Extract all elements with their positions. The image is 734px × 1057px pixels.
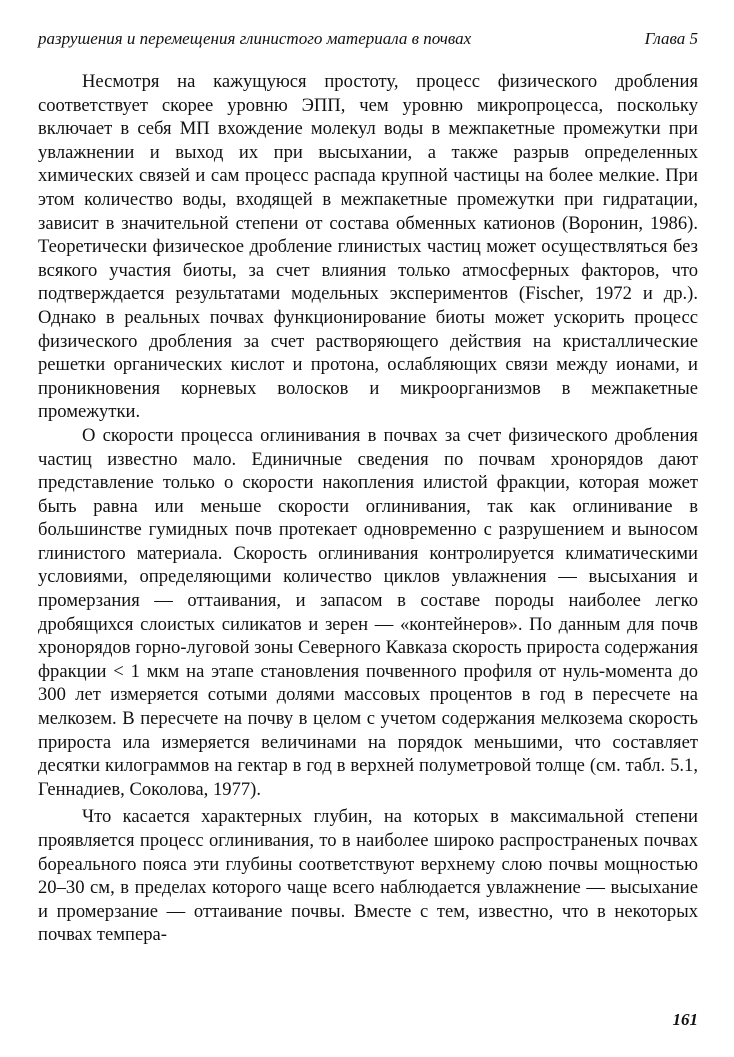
paragraph: О скорости процесса оглинивания в почвах за счет физического дробления частиц известно мало. Единичные сведения по почвам хронорядов дают представление только о скорости накопления илистой фракции, которая может быть равна или меньше скорости оглинивания, так как оглинивание в большинстве гумидных почв протекает одновременно с разрушением и выносом глинистого материала. Скорость оглинивания контролируется климатическими условиями, определяющими количество циклов увлажнения — высыхания и промерзания — оттаивания, и запасом в составе породы наиболее легко дробящихся слоистых силикатов и зерен — «контейнеров». По данным для почв хронорядов горно-луговой зоны Северного Кавказа скорость прироста содержания фракции < 1 мкм на этапе становления почвенного профиля от нуль-момента до 300 лет измеряется сотыми долями массовых процентов в год в пересчете на мелкозем. В пересчете на почву в целом с учетом содержания мелкозема скорость прироста ила измеряется величинами на порядок меньшими, что составляет десятки килограммов на гектар в год в верхней полуметровой толще (см. табл. 5.1, Геннадиев, Соколова, 1977). (38, 424, 698, 800)
page-number: 161 (672, 1010, 698, 1029)
running-head (38, 28, 698, 50)
paragraph: Несмотря на кажущуюся простоту, процесс физического дробления соответствует скорее уровню ЭПП, чем уровню микропроцесса, поскольку включает в себя МП вхождение молекул воды в межпакетные промежутки при увлажнении и выход их при высыхании, а также разрыв определенных химических связей и сам процесс распада крупной частицы на более мелкие. При этом количество воды, входящей в межпакетные промежутки при гидратации, зависит в значительной степени от состава обменных катионов (Воронин, 1986). Теоретически физическое дробление глинистых частиц может осуществляться без всякого участия биоты, за счет влияния только атмосферных факторов, что подтверждается результатами модельных экспериментов (Fischer, 1972 и др.). Однако в реальных почвах функционирование биоты может ускорить процесс физического дробления за счет растворяющего действия на кристаллические решетки органических кислот и протона, ослабляющих связи между ионами, и проникновения корневых волосков и микроорганизмов в межпакетные промежутки. (38, 71, 698, 423)
chapter-label: Глава 5 (644, 29, 698, 48)
body-text (38, 70, 698, 947)
running-head-title: разрушения и перемещения глинистого материала в почвах (38, 29, 472, 48)
paragraph: Что касается характерных глубин, на которых в максимальной степени проявляется процесс оглинивания, то в наиболее широко распространеных почвах бореального пояса эти глубины соответствуют верхнему слою почвы мощностью 20–30 см, в пределах которого чаще всего наблюдается увлажнение — высыхание и промерзание — оттаивание почвы. Вместе с тем, известно, что в некоторых почвах темпера- (38, 806, 698, 946)
